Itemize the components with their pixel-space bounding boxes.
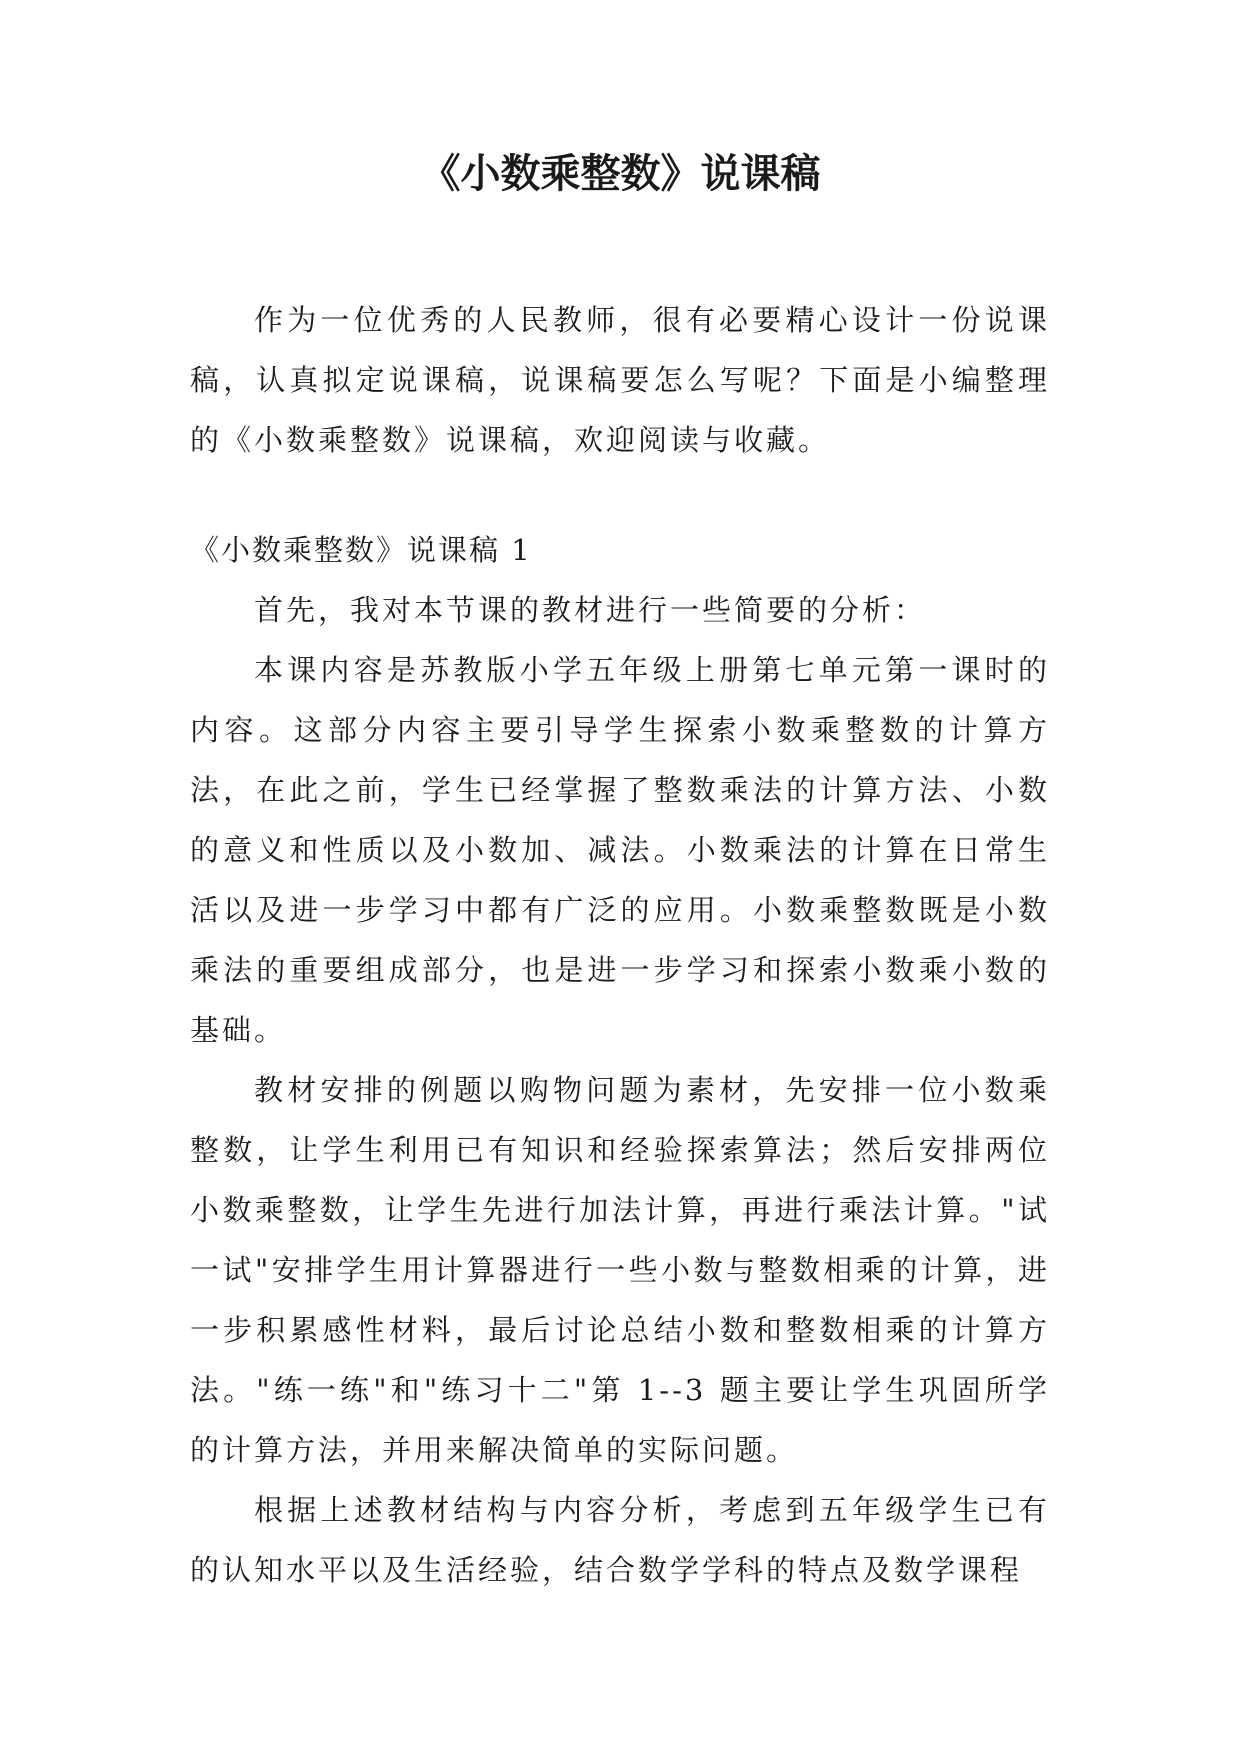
intro-paragraph: 作为一位优秀的人民教师，很有必要精心设计一份说课稿，认真拟定说课稿，说课稿要怎么写呢？下面是小编整理的《小数乘整数》说课稿，欢迎阅读与收藏。: [190, 303, 1050, 457]
intro-block: [190, 290, 1050, 470]
paragraph-1: 首先，我对本节课的教材进行一些简要的分析：: [254, 593, 927, 627]
paragraph-2: 本课内容是苏教版小学五年级上册第七单元第一课时的内容。这部分内容主要引导学生探索小数乘整数的计算方法，在此之前，学生已经掌握了整数乘法的计算方法、小数的意义和性质以及小数加、减法。小数乘法的计算在日常生活以及进一步学习中都有广泛的应用。小数乘整数既是小数乘法的重要组成部分，也是进一步学习和探索小数乘小数的基础。: [190, 653, 1050, 1047]
paragraph-3: 教材安排的例题以购物问题为素材，先安排一位小数乘整数，让学生利用已有知识和经验探索算法；然后安排两位小数乘整数，让学生先进行加法计算，再进行乘法计算。"试一试"安排学生用计算器进行一些小数与整数相乘的计算，进一步积累感性材料，最后讨论总结小数和整数相乘的计算方法。"练一练"和"练习十二"第 1--3 题主要让学生巩固所学的计算方法，并用来解决简单的实际问题。: [190, 1073, 1050, 1467]
section-1: [190, 520, 1050, 1600]
document-title: 《小数乘整数》说课稿: [420, 151, 821, 197]
paragraph-4: 根据上述教材结构与内容分析，考虑到五年级学生已有的认知水平以及生活经验，结合数学学科的特点及数学课程: [190, 1493, 1050, 1587]
section-heading: 《小数乘整数》说课稿 1: [190, 533, 532, 567]
